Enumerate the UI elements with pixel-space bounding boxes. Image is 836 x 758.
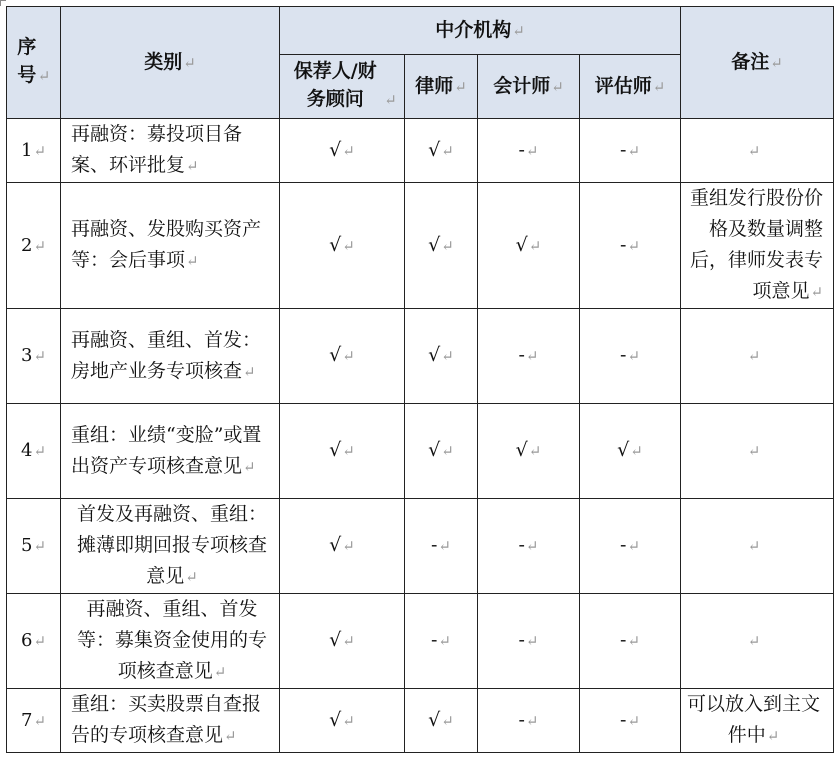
row-appraiser-mark: -↵	[580, 183, 681, 309]
table-row	[7, 499, 834, 594]
row-appraiser-mark: -↵	[580, 499, 681, 594]
header-note-label: 备注	[731, 50, 770, 73]
row-note: ↵	[681, 309, 834, 404]
table-row	[7, 594, 834, 689]
row-appraiser-mark: -↵	[580, 689, 681, 753]
row-note: ↵	[681, 119, 834, 183]
row-seq: 6↵	[7, 594, 61, 689]
row-appraiser-mark: -↵	[580, 594, 681, 689]
row-seq: 3↵	[7, 309, 61, 404]
row-note: ↵	[681, 594, 834, 689]
row-lawyer-mark: √↵	[405, 183, 478, 309]
row-sponsor-mark: √↵	[280, 119, 405, 183]
row-sponsor-mark: √↵	[280, 689, 405, 753]
row-accountant-mark: √↵	[478, 404, 580, 499]
row-sponsor-mark: √↵	[280, 183, 405, 309]
row-lawyer-mark: √↵	[405, 309, 478, 404]
row-lawyer-mark: -↵	[405, 594, 478, 689]
header-category-label: 类别	[144, 50, 183, 73]
header-appraiser-label: 评估师	[594, 74, 652, 97]
table-row	[7, 404, 834, 499]
header-appraiser: 评估师↵	[580, 55, 681, 119]
table-row	[7, 183, 834, 309]
row-seq: 5↵	[7, 499, 61, 594]
row-appraiser-mark: -↵	[580, 119, 681, 183]
row-note: ↵	[681, 499, 834, 594]
header-lawyer: 律师↵	[405, 55, 478, 119]
row-accountant-mark: -↵	[478, 309, 580, 404]
header-intermediary-label: 中介机构	[435, 18, 512, 41]
row-sponsor-mark: √↵	[280, 499, 405, 594]
row-accountant-mark: -↵	[478, 689, 580, 753]
row-accountant-mark: -↵	[478, 119, 580, 183]
header-sponsor-label: 保荐人/财务顾问	[293, 60, 377, 110]
row-lawyer-mark: √↵	[405, 404, 478, 499]
row-accountant-mark: √↵	[478, 183, 580, 309]
row-sponsor-mark: √↵	[280, 404, 405, 499]
row-seq: 1↵	[7, 119, 61, 183]
header-category: 类别↵	[61, 7, 280, 119]
row-category: 重组：业绩“变脸”或置出资产专项核查意见↵	[61, 404, 280, 499]
row-category: 再融资、重组、首发：房地产业务专项核查↵	[61, 309, 280, 404]
row-accountant-mark: -↵	[478, 499, 580, 594]
row-note: 重组发行股份价格及数量调整后，律师发表专项意见↵	[681, 183, 834, 309]
row-lawyer-mark: √↵	[405, 689, 478, 753]
table-row	[7, 309, 834, 404]
row-seq: 7↵	[7, 689, 61, 753]
row-category: 再融资、发股购买资产等：会后事项↵	[61, 183, 280, 309]
intermediary-opinion-table	[6, 6, 834, 753]
row-accountant-mark: -↵	[478, 594, 580, 689]
row-lawyer-mark: -↵	[405, 499, 478, 594]
row-note: ↵	[681, 404, 834, 499]
row-note: 可以放入到主文件中↵	[681, 689, 834, 753]
header-accountant-label: 会计师	[493, 74, 551, 97]
row-appraiser-mark: √↵	[580, 404, 681, 499]
table-row	[7, 119, 834, 183]
row-sponsor-mark: √↵	[280, 594, 405, 689]
row-lawyer-mark: √↵	[405, 119, 478, 183]
header-note: 备注↵	[681, 7, 834, 119]
header-lawyer-label: 律师	[415, 74, 454, 97]
row-appraiser-mark: -↵	[580, 309, 681, 404]
row-category: 再融资、重组、首发等：募集资金使用的专项核查意见↵	[61, 594, 280, 689]
row-sponsor-mark: √↵	[280, 309, 405, 404]
row-category: 重组：买卖股票自查报告的专项核查意见↵	[61, 689, 280, 753]
header-sponsor: 保荐人/财务顾问 ↵	[280, 55, 405, 119]
header-intermediary: 中介机构↵	[280, 7, 681, 55]
header-seq-label: 序号	[17, 36, 37, 86]
header-accountant: 会计师↵	[478, 55, 580, 119]
row-seq: 2↵	[7, 183, 61, 309]
row-category: 首发及再融资、重组：摊薄即期回报专项核查意见↵	[61, 499, 280, 594]
row-seq: 4↵	[7, 404, 61, 499]
row-category: 再融资：募投项目备案、环评批复↵	[61, 119, 280, 183]
header-seq: 序号 ↵	[7, 7, 61, 119]
table-row	[7, 689, 834, 753]
